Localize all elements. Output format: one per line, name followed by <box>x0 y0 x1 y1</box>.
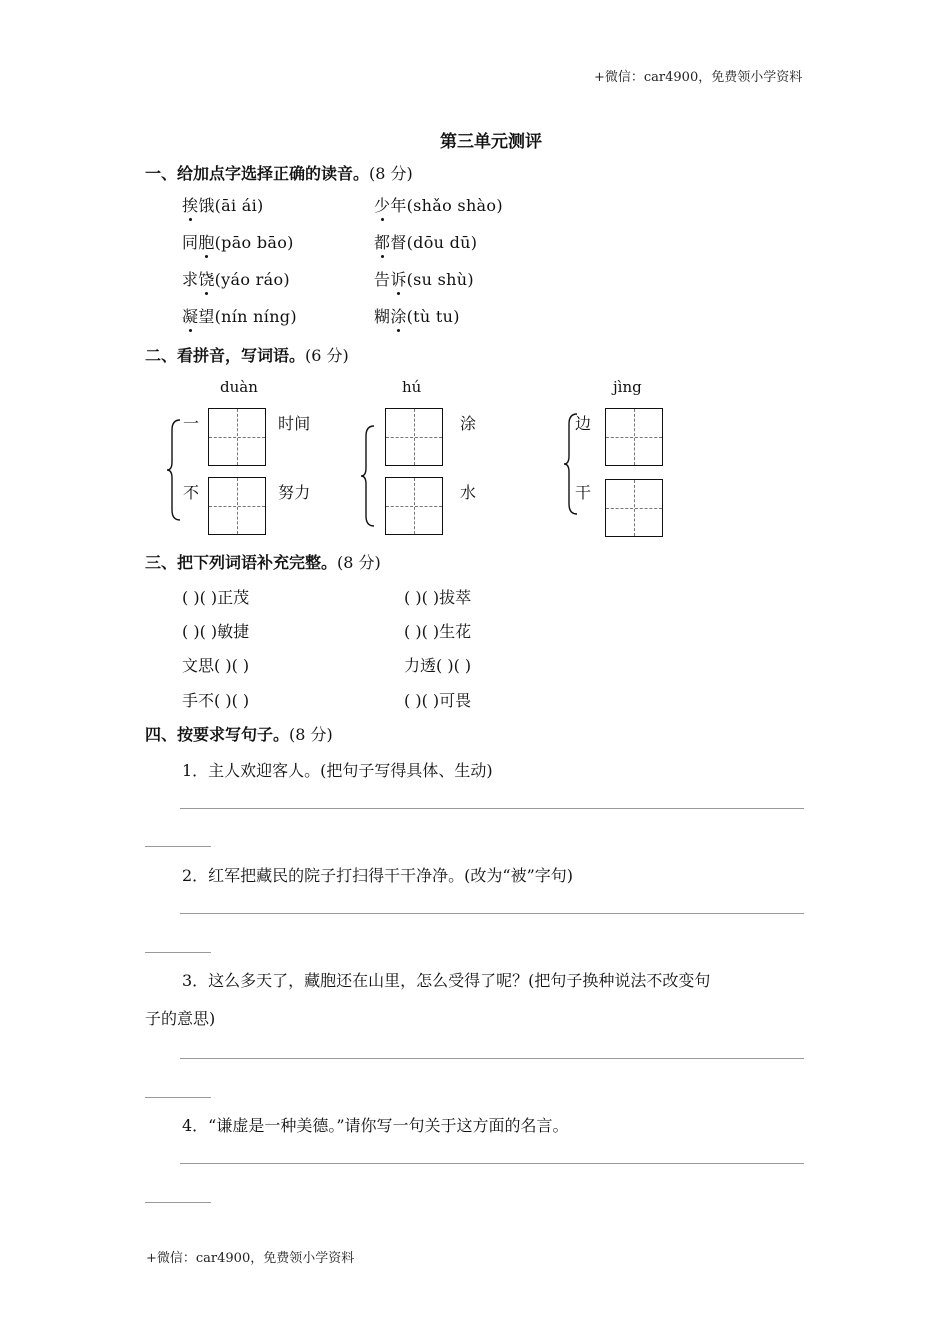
section3-heading: 三、把下列词语补充完整。(8 分) <box>145 553 381 572</box>
word-prefix: 边 <box>575 414 592 433</box>
writing-grid-box[interactable] <box>208 477 266 535</box>
fill-in-phrase: 手不( )( ) <box>182 691 250 710</box>
word-suffix: 涂 <box>460 414 477 433</box>
answer-line[interactable] <box>180 913 804 914</box>
pronunciation-item: 凝望(nín níng) <box>182 304 297 327</box>
fill-in-phrase: ( )( )正茂 <box>182 588 250 607</box>
page-title: 第三单元测评 <box>440 132 542 152</box>
word-suffix: 水 <box>460 483 477 502</box>
answer-line[interactable] <box>145 1097 211 1098</box>
fill-in-phrase: ( )( )拔萃 <box>404 588 472 607</box>
answer-line[interactable] <box>180 808 804 809</box>
brace-icon <box>166 418 182 522</box>
question-text: 1．主人欢迎客人。(把句子写得具体、生动) <box>182 761 493 780</box>
pinyin-label: duàn <box>220 378 258 396</box>
fill-in-phrase: 力透( )( ) <box>404 656 472 675</box>
pinyin-label: hú <box>402 378 422 396</box>
pronunciation-item: 挨饿(āi ái) <box>182 193 264 216</box>
pronunciation-item: 求饶(yáo ráo) <box>182 267 290 290</box>
pronunciation-item: 糊涂(tù tu) <box>374 304 460 327</box>
watermark-top: +微信：car4900，免费领小学资料 <box>594 70 803 85</box>
answer-line[interactable] <box>145 952 211 953</box>
word-prefix: 不 <box>183 483 200 502</box>
answer-line[interactable] <box>180 1058 804 1059</box>
watermark-bottom: +微信：car4900，免费领小学资料 <box>146 1251 355 1266</box>
pronunciation-item: 同胞(pāo bāo) <box>182 230 294 253</box>
fill-in-phrase: ( )( )可畏 <box>404 691 472 710</box>
question-text: 3．这么多天了，藏胞还在山里，怎么受得了呢？(把句子换种说法不改变句 <box>182 971 711 990</box>
word-prefix: 一 <box>183 414 200 433</box>
writing-grid-box[interactable] <box>605 479 663 537</box>
question-text: 4．“谦虚是一种美德。”请你写一句关于这方面的名言。 <box>182 1116 569 1135</box>
pronunciation-item: 告诉(su shù) <box>374 267 474 290</box>
pronunciation-item: 都督(dōu dū) <box>374 230 477 253</box>
word-suffix: 时间 <box>278 414 311 433</box>
writing-grid-box[interactable] <box>605 408 663 466</box>
section4-heading: 四、按要求写句子。(8 分) <box>145 725 333 744</box>
pronunciation-item: 少年(shǎo shào) <box>374 193 503 216</box>
pinyin-label: jìng <box>613 378 642 396</box>
section1-heading: 一、给加点字选择正确的读音。(8 分) <box>145 164 413 183</box>
word-prefix: 干 <box>575 483 592 502</box>
section2-heading: 二、看拼音，写词语。(6 分) <box>145 346 349 365</box>
fill-in-phrase: ( )( )生花 <box>404 622 472 641</box>
answer-line[interactable] <box>145 1202 211 1203</box>
word-suffix: 努力 <box>278 483 311 502</box>
writing-grid-box[interactable] <box>385 408 443 466</box>
fill-in-phrase: 文思( )( ) <box>182 656 250 675</box>
answer-line[interactable] <box>145 846 211 847</box>
writing-grid-box[interactable] <box>208 408 266 466</box>
question-text: 2．红军把藏民的院子打扫得干干净净。(改为“被”字句) <box>182 866 574 885</box>
writing-grid-box[interactable] <box>385 477 443 535</box>
answer-line[interactable] <box>180 1163 804 1164</box>
fill-in-phrase: ( )( )敏捷 <box>182 622 250 641</box>
brace-icon <box>360 424 376 528</box>
question-text-continued: 子的意思) <box>145 1009 216 1028</box>
